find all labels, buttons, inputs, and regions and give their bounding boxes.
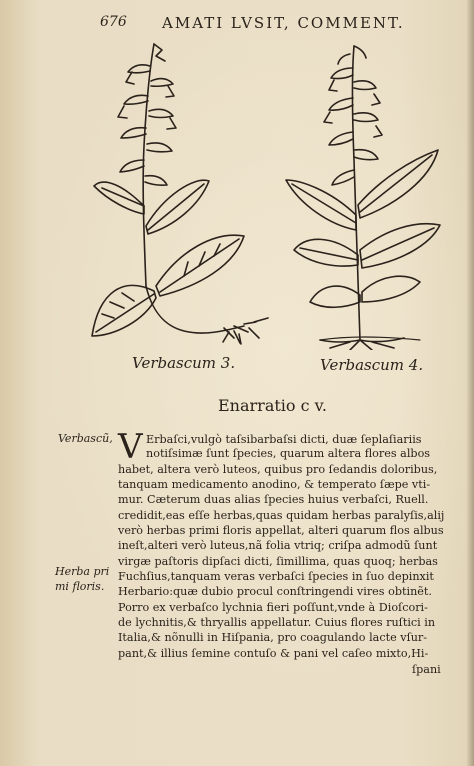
body-line: notiſsimæ ſunt ſpecies, quarum altera flores albos: [146, 447, 431, 460]
body-line: virgæ paſtoris dipſaci dicti, ſimillima, quas quoq; herbas: [118, 555, 438, 568]
margin-note-verbascum: Verbascũ,: [58, 432, 113, 445]
running-header: [100, 12, 430, 38]
page-number: 676: [100, 14, 127, 30]
verbascum-4-woodcut: [280, 40, 450, 350]
body-line: de lychnitis,& thryallis appellatur. Cuius flores ruſtici in: [118, 616, 436, 629]
body-line: Porro ex verbaſco lychnia fieri poſſunt,vnde à Dioſcori-: [118, 601, 428, 614]
margin-note-mi-floris: mi floris.: [55, 580, 105, 593]
figure-caption-2: Verbascum 4.: [320, 356, 424, 374]
body-line: tanquam medicamento anodino, & temperato ſæpe vti-: [118, 478, 431, 491]
body-line: pant,& illius ſemine contuſo & pani vel caſeo mixto,Hi-: [118, 647, 429, 660]
body-line: ineſt,alteri verò luteus,nã folia vtriq; criſpa admodũ ſunt: [118, 539, 438, 552]
verbascum-3-woodcut: [84, 36, 274, 346]
drop-cap: V: [118, 427, 143, 467]
body-line: mur. Cæterum duas alias ſpecies huius verbaſci, Ruell.: [118, 493, 429, 506]
body-line: Erbaſci,vulgò taſsibarbaſsi dicti, duæ ſeplaſiariis: [146, 433, 422, 446]
body-line: habet, altera verò luteos, quibus pro ſedandis doloribus,: [118, 463, 438, 476]
body-line: ſpani: [412, 663, 441, 676]
page-edge-shadow: [466, 0, 474, 766]
body-line: credidit,eas eſſe herbas,quas quidam herbas paralyſis,alij: [118, 509, 445, 522]
margin-note-herba-pri: Herba pri: [55, 565, 110, 578]
body-line: verò herbas primi floris appellat, alteri quarum flos albus: [118, 524, 444, 537]
body-line: Italia,& nõnulli in Hiſpania, pro coagulando lacte vſur-: [118, 631, 428, 644]
section-heading: Enarratio c v.: [218, 396, 327, 415]
running-title: AMATI LVSIT, COMMENT.: [162, 14, 405, 32]
figure-caption-1: Verbascum 3.: [132, 354, 236, 372]
body-line: Herbario:quæ dubio procul conſtringendi vires obtinẽt.: [118, 585, 432, 598]
body-line: Fuchſius,tanquam veras verbaſci ſpecies in ſuo depinxit: [118, 570, 434, 583]
